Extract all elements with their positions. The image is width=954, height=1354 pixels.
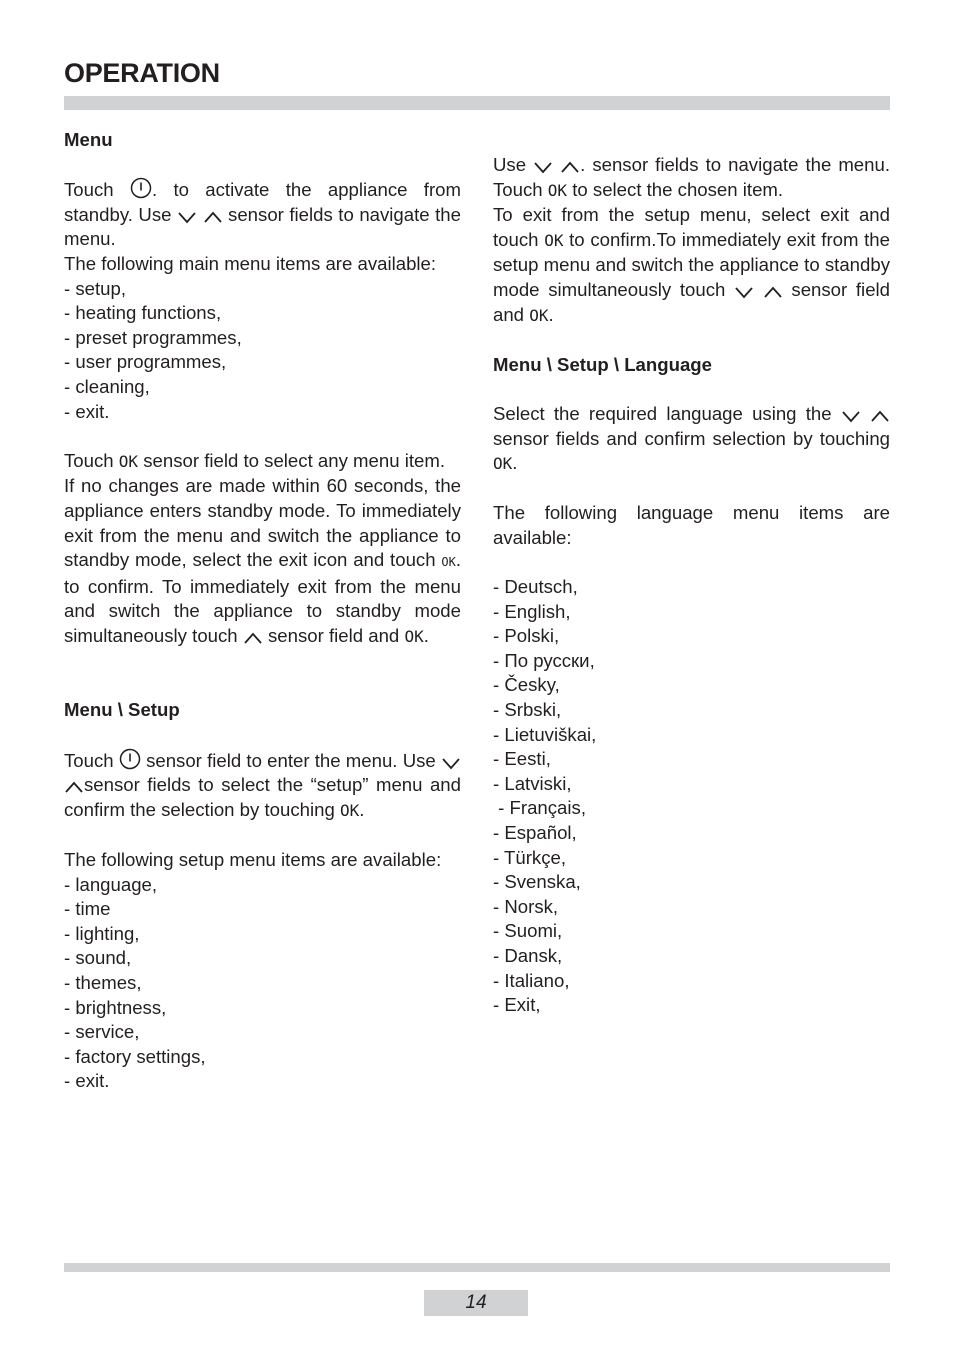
- navigate-paragraph: Use . sensor fields to navigate the menu. Touch OK to select the chosen item.: [493, 154, 890, 200]
- page-number: 14: [424, 1290, 528, 1316]
- list-item: - heating functions,: [64, 302, 222, 324]
- language-list: [493, 575, 890, 1018]
- chevron-up-icon: [243, 631, 263, 645]
- list-item: - Exit,: [493, 994, 541, 1016]
- setup-intro-paragraph: Touch sensor field to enter the menu. Use sensor fields to select the “setup” menu and confirm the selection by touching OK.: [64, 749, 461, 820]
- list-item: - preset programmes,: [64, 326, 242, 348]
- list-item: - Italiano,: [493, 969, 570, 991]
- chevron-down-icon: [441, 756, 461, 770]
- main-menu-list: [64, 277, 461, 425]
- list-item: - time: [64, 898, 111, 920]
- list-item: - Česky,: [493, 674, 560, 696]
- ok-symbol: OK: [529, 305, 549, 325]
- select-item-paragraph: Touch OK sensor field to select any menu item.: [64, 449, 446, 471]
- list-item: - Eesti,: [493, 748, 551, 770]
- list-item: - Deutsch,: [493, 576, 578, 598]
- left-column: [64, 128, 461, 1094]
- chevron-down-icon: [734, 285, 754, 299]
- list-item: - Lietuviškai,: [493, 723, 597, 745]
- list-item: - Türkçe,: [493, 846, 567, 868]
- list-item: - Français,: [493, 797, 586, 819]
- list-item: - user programmes,: [64, 351, 227, 373]
- select-language-paragraph: Select the required language using the sensor fields and confirm selection by touching OK.: [493, 402, 890, 474]
- chevron-up-icon: [203, 210, 223, 224]
- list-item: - Español,: [493, 822, 577, 844]
- language-heading: Menu \ Setup \ Language: [493, 353, 713, 375]
- list-item: - sound,: [64, 947, 132, 969]
- list-item: - Polski,: [493, 625, 560, 647]
- list-item: - lighting,: [64, 922, 140, 944]
- list-item: - Svenska,: [493, 871, 581, 893]
- chevron-up-icon: [560, 160, 580, 174]
- chevron-up-icon: [763, 285, 783, 299]
- list-item: - factory settings,: [64, 1045, 206, 1067]
- list-item: - brightness,: [64, 996, 167, 1018]
- chevron-down-icon: [533, 160, 553, 174]
- ok-symbol: OK: [493, 454, 513, 474]
- page-title: OPERATION: [64, 58, 220, 88]
- chevron-up-icon: [64, 780, 84, 794]
- list-item: - exit.: [64, 1070, 110, 1092]
- list-item: - setup,: [64, 277, 127, 299]
- header-divider-bar: [64, 96, 890, 110]
- list-item: - Dansk,: [493, 945, 563, 966]
- menu-intro-paragraph: Touch . to activate the appliance from standby. Use sensor fields to navigate the menu.: [64, 179, 461, 250]
- setup-items-intro: The following setup menu items are available:: [64, 849, 442, 871]
- list-item: - Suomi,: [493, 920, 563, 942]
- list-item: - service,: [64, 1021, 140, 1043]
- ok-symbol: OK: [544, 230, 564, 250]
- list-item: - exit.: [64, 400, 110, 422]
- standby-paragraph: If no changes are made within 60 seconds, the appliance enters standby mode. To immediately exit from the menu and switch the appliance to standby mode, select the exit icon and touch OK. to confirm. To immediately exit from the menu and switch the appliance to standby mode simultaneously touch sensor field and OK.: [64, 475, 461, 646]
- ok-symbol: OK: [339, 800, 360, 820]
- ok-symbol: OK: [547, 180, 568, 200]
- setup-heading: Menu \ Setup: [64, 699, 180, 721]
- power-icon: [130, 177, 152, 199]
- chevron-up-icon: [870, 409, 890, 423]
- list-item: - Srbski,: [493, 699, 562, 721]
- ok-symbol: OK: [404, 626, 424, 646]
- list-item: - English,: [493, 600, 571, 622]
- power-icon: [119, 748, 141, 770]
- footer-divider-bar: [64, 1263, 890, 1272]
- list-item: - Norsk,: [493, 895, 559, 917]
- chevron-down-icon: [177, 210, 197, 224]
- exit-setup-paragraph: To exit from the setup menu, select exit and touch OK to confirm.To immediately exit from the setup menu and switch the appliance to standby mode simultaneously touch sensor field and OK.: [493, 204, 891, 325]
- chevron-down-icon: [841, 409, 861, 423]
- ok-symbol: OK: [441, 555, 456, 570]
- menu-heading: Menu: [64, 129, 113, 150]
- language-items-intro: The following language menu items are available:: [493, 502, 890, 548]
- ok-symbol: OK: [118, 451, 139, 471]
- setup-menu-list: [64, 873, 461, 1094]
- right-column: [493, 153, 890, 1018]
- list-item: - language,: [64, 873, 158, 895]
- main-menu-intro: The following main menu items are available:: [64, 252, 437, 274]
- list-item: - cleaning,: [64, 375, 150, 397]
- list-item: - По русски,: [493, 649, 595, 671]
- list-item: - Latviski,: [493, 772, 572, 794]
- list-item: - themes,: [64, 972, 142, 993]
